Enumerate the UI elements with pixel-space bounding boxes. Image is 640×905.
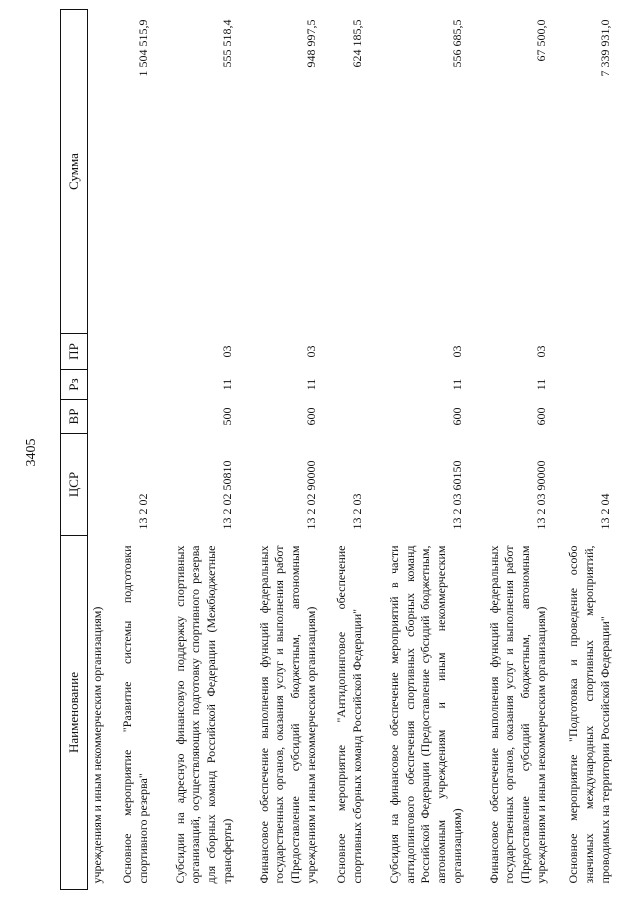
row-rz xyxy=(322,370,368,400)
table-row xyxy=(154,10,238,890)
header-name: Наименование xyxy=(61,536,88,890)
table-row xyxy=(468,10,552,890)
row-csr: 13 2 02 xyxy=(136,493,150,530)
row-rz: 11 xyxy=(220,378,234,391)
row-pr xyxy=(322,334,368,370)
row-name: Основное мероприятие "Антидопинговое обеспечение спортивных сборных команд Российской Федерации" xyxy=(334,545,364,884)
row-name: Основное мероприятие "Развитие системы подготовки спортивного резерва" xyxy=(120,545,150,884)
header-pr: ПР xyxy=(61,334,88,370)
row-sum: 7 339 931,0 xyxy=(598,19,612,77)
row-vr xyxy=(322,400,368,434)
row-rz xyxy=(552,370,616,400)
row-vr xyxy=(108,400,154,434)
row-rz: 11 xyxy=(450,378,464,391)
row-vr xyxy=(552,400,616,434)
row-csr: 13 2 04 xyxy=(598,493,612,530)
row-csr: 13 2 02 90000 xyxy=(304,460,318,530)
table-row xyxy=(322,10,368,890)
header-csr: ЦСР xyxy=(61,434,88,536)
row-csr: 13 2 02 50810 xyxy=(220,460,234,530)
row-sum: 555 518,4 xyxy=(220,19,234,68)
row-sum: 624 185,5 xyxy=(350,19,364,68)
row-rz: 11 xyxy=(304,378,318,391)
row-pr: 03 xyxy=(220,345,234,358)
table-row xyxy=(88,10,108,890)
row-pr xyxy=(552,334,616,370)
table-row xyxy=(552,10,616,890)
row-rz xyxy=(108,370,154,400)
row-sum: 556 685,5 xyxy=(450,19,464,68)
row-sum: 948 997,5 xyxy=(304,19,318,68)
row-sum: 67 500,0 xyxy=(534,19,548,62)
budget-table xyxy=(60,9,616,890)
row-pr xyxy=(108,334,154,370)
header-vr: ВР xyxy=(61,400,88,434)
row-sum: 1 504 515,9 xyxy=(136,19,150,77)
header-rz: Рз xyxy=(61,370,88,400)
table-row xyxy=(108,10,154,890)
row-name: Основное мероприятие "Подготовка и проведение особо значимых международных спортивных мероприятий, проводимых на территории Российской Федерации" xyxy=(566,545,612,884)
row-pr: 03 xyxy=(534,345,548,358)
row-rz: 11 xyxy=(534,378,548,391)
row-vr: 500 xyxy=(220,407,234,426)
row-csr: 13 2 03 90000 xyxy=(534,460,548,530)
row-vr: 600 xyxy=(304,407,318,426)
row-vr: 600 xyxy=(534,407,548,426)
row-pr: 03 xyxy=(304,345,318,358)
row-pr: 03 xyxy=(450,345,464,358)
table-row xyxy=(368,10,468,890)
page-number: 3405 xyxy=(24,438,39,467)
header-sum: Сумма xyxy=(61,10,88,334)
row-csr: 13 2 03 60150 xyxy=(450,460,464,530)
row-name: Финансовое обеспечение выполнения функций федеральных государственных органов, оказания услуг и выполнения работ (Предоставление субсидий бюджетным, автономным учреждениям и иным некоммерческим организациям) xyxy=(486,545,548,884)
row-name: Субсидии на адресную финансовую поддержку спортивных организаций, осуществляющих подготовку спортивного резерва для сборных команд Российской Федерации (Межбюджетные трансферты) xyxy=(172,545,234,884)
table-header-row xyxy=(61,10,88,890)
row-csr: 13 2 03 xyxy=(350,493,364,530)
row-vr: 600 xyxy=(450,407,464,426)
continuation-text: учреждениям и иным некоммерческим организациям) xyxy=(90,606,104,884)
table-row xyxy=(238,10,322,890)
row-name: Финансовое обеспечение выполнения функций федеральных государственных органов, оказания услуг и выполнения работ (Предоставление субсидий бюджетным, автономным учреждениям и иным некоммерческим организациям) xyxy=(256,545,318,884)
row-name: Субсидия на финансовое обеспечение мероприятий в части антидопингового обеспечения спортивных сборных команд Российской Федерации (Предоставление субсидий бюджетным, автономным учреждениям и иным некоммерческим организациям) xyxy=(386,545,464,884)
